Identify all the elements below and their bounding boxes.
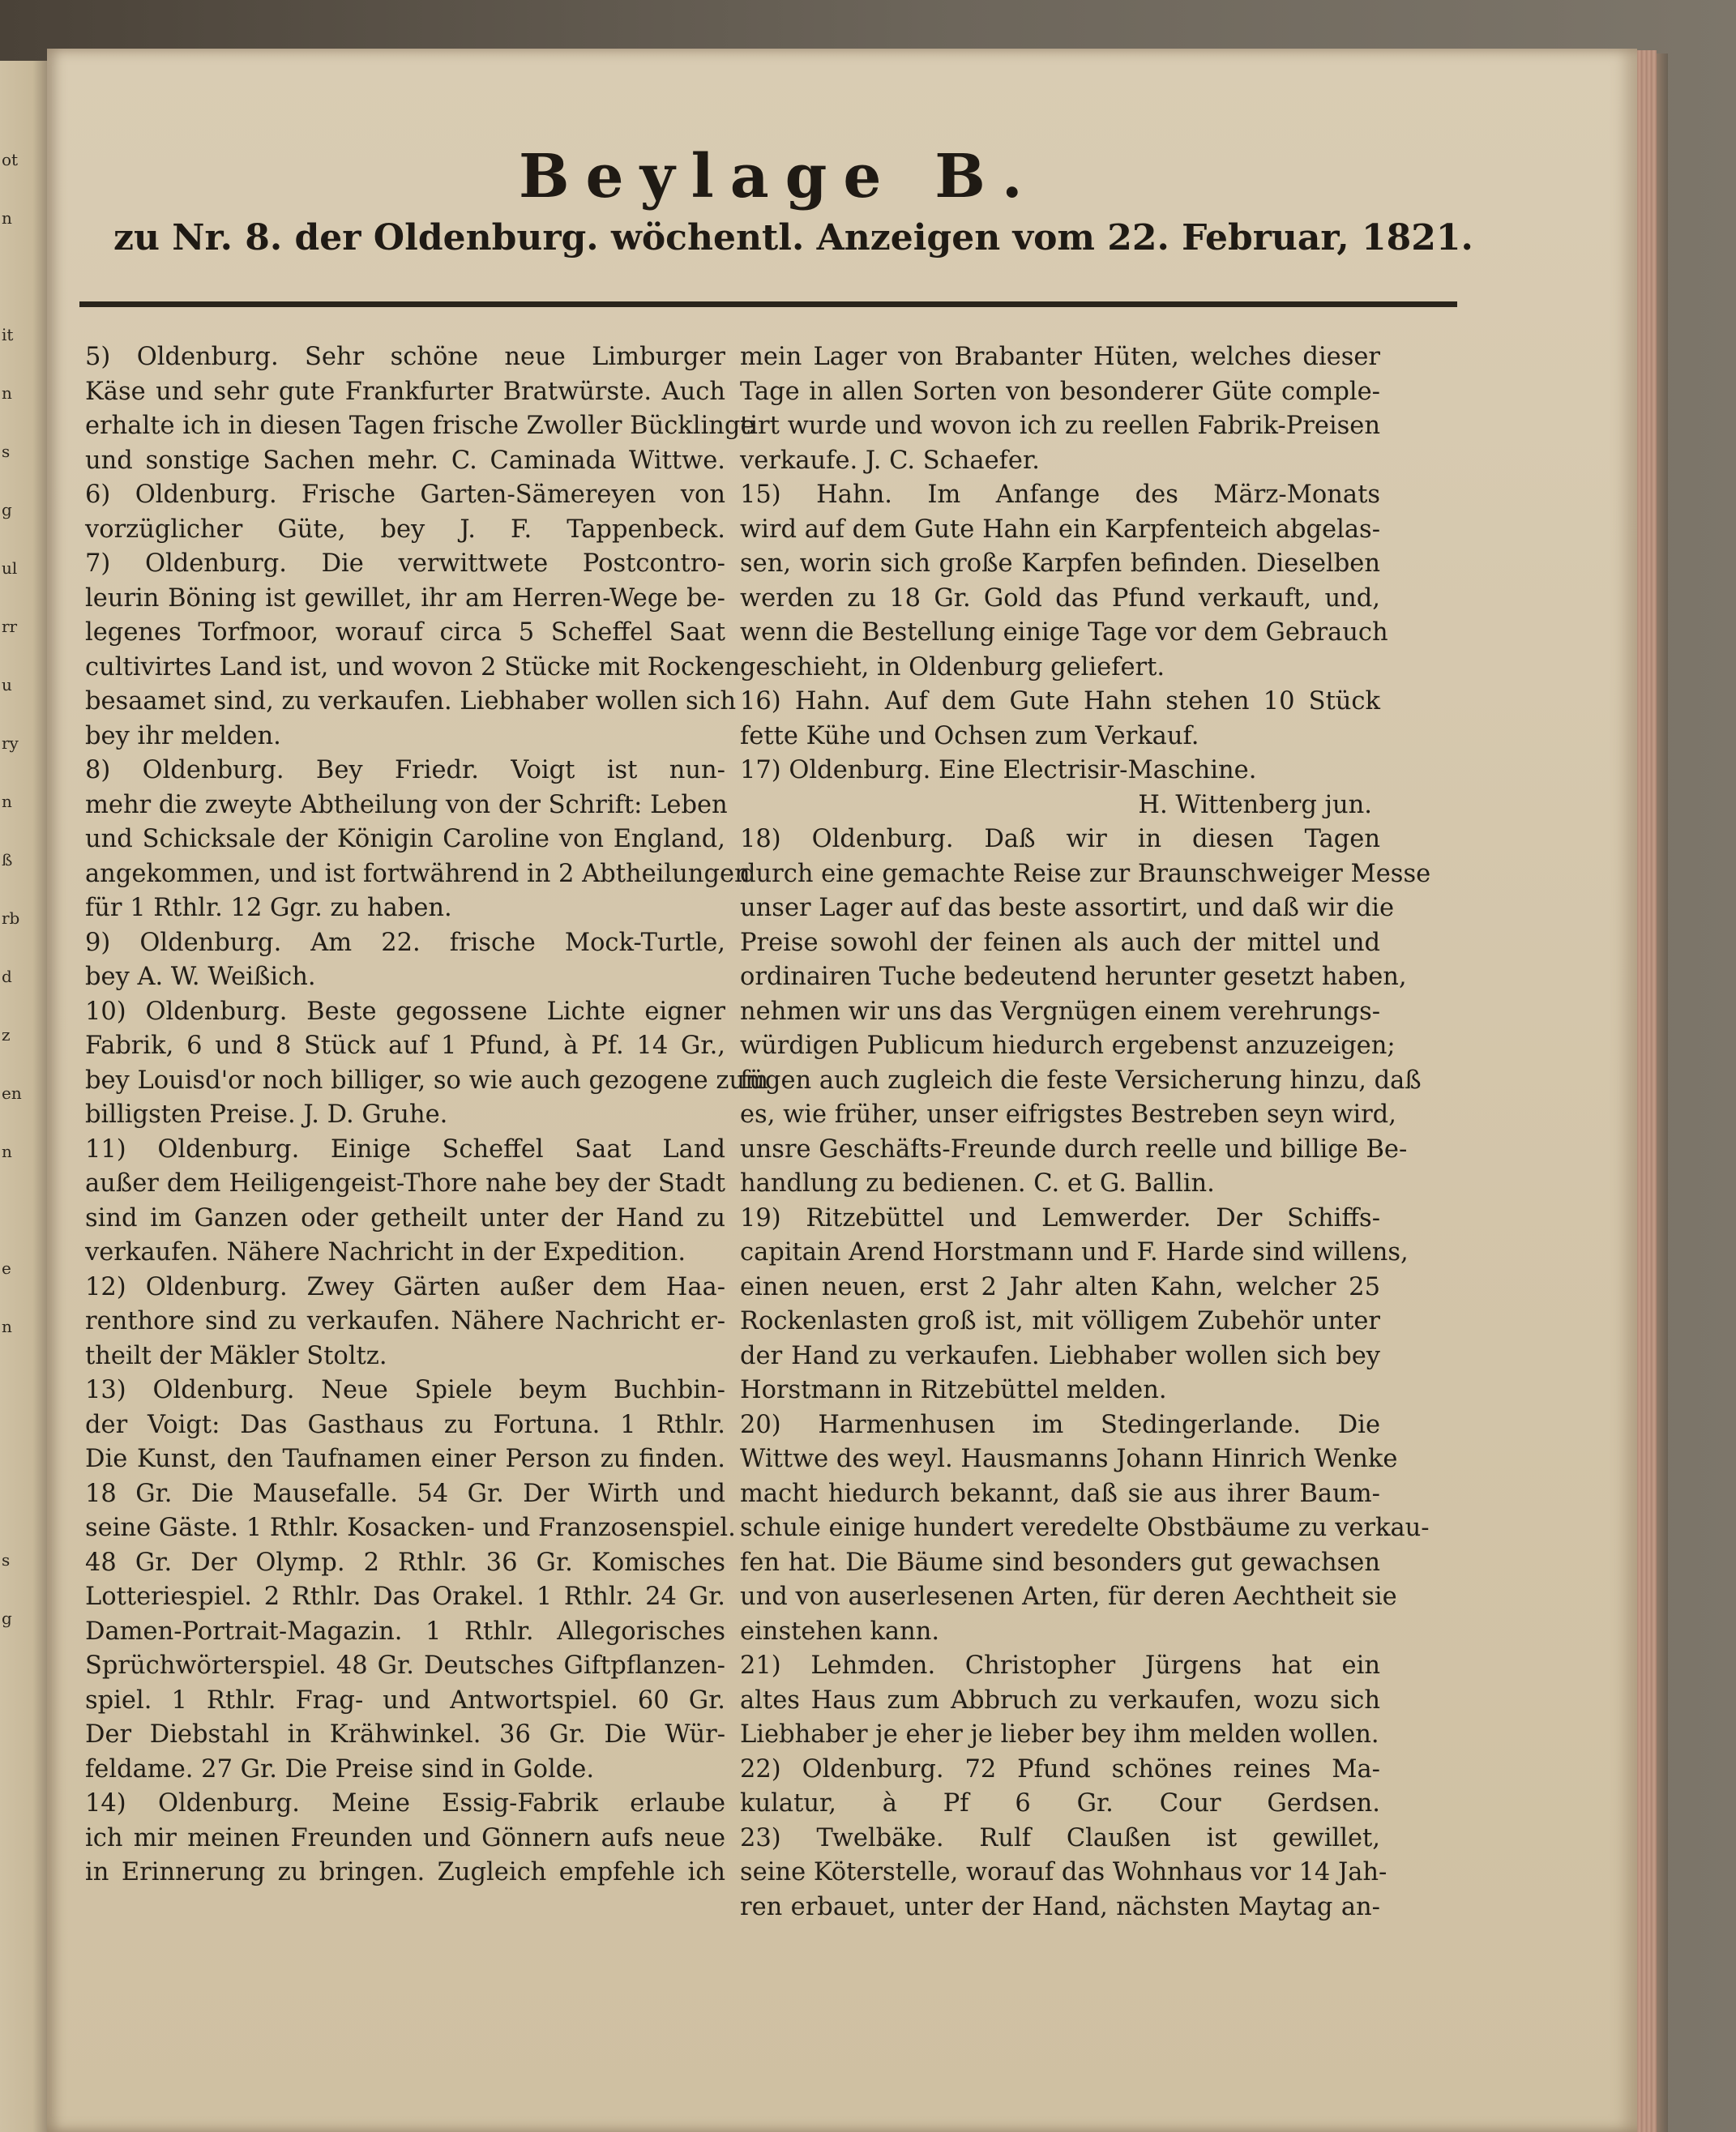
previous-page-fragment: z — [2, 1025, 11, 1045]
text-line: spiel. 1 Rthlr. Frag- und Antwortspiel. 60 Gr. — [85, 1686, 725, 1715]
previous-page-edge — [0, 61, 47, 2132]
left-column — [85, 340, 769, 1891]
text-line: mein Lager von Brabanter Hüten, welches dieser — [740, 343, 1380, 371]
text-line: verkaufen. Nähere Nachricht in der Expedition. — [85, 1238, 686, 1267]
text-line: 19) Ritzebüttel und Lemwerder. Der Schiffs- — [740, 1203, 1380, 1233]
text-line: 11) Oldenburg. Einige Scheffel Saat Land — [85, 1134, 725, 1164]
text-line: für 1 Rthlr. 12 Ggr. zu haben. — [85, 894, 452, 922]
text-line: Der Diebstahl in Krähwinkel. 36 Gr. Die Wür- — [85, 1720, 725, 1749]
text-line: billigsten Preise. J. D. Gruhe. — [85, 1100, 448, 1129]
text-line: unser Lager auf das beste assortirt, und daß wir die — [740, 894, 1395, 922]
text-line: fen hat. Die Bäume sind besonders gut gewachsen — [740, 1548, 1380, 1577]
text-line: 20) Harmenhusen im Stedingerlande. Die — [740, 1410, 1380, 1439]
text-line: Käse und sehr gute Frankfurter Bratwürste. Auch — [85, 377, 725, 406]
text-line: geschieht, in Oldenburg geliefert. — [740, 652, 1165, 681]
text-line: verkaufe. J. C. Schaefer. — [740, 446, 1040, 475]
text-line: 12) Oldenburg. Zwey Gärten außer dem Haa- — [85, 1272, 725, 1301]
previous-page-fragment: u — [2, 675, 12, 694]
previous-page-fragment: ul — [2, 558, 18, 578]
previous-page-fragment: s — [2, 1550, 11, 1570]
text-line: würdigen Publicum hiedurch ergebenst anzuzeigen; — [740, 1032, 1396, 1060]
previous-page-fragment: s — [2, 442, 11, 461]
text-line: H. Wittenberg jun. — [1138, 790, 1372, 819]
text-line: Fabrik, 6 und 8 Stück auf 1 Pfund, à Pf. 14 Gr., — [85, 1032, 725, 1060]
text-line: 5) Oldenburg. Sehr schöne neue Limburger — [85, 343, 725, 371]
text-line: 6) Oldenburg. Frische Garten-Sämereyen von — [85, 481, 725, 509]
text-line: Rockenlasten groß ist, mit völligem Zubehör unter — [740, 1307, 1380, 1335]
previous-page-fragment: rr — [2, 617, 18, 636]
previous-page-fragment: en — [2, 1083, 22, 1103]
text-line: mehr die zweyte Abtheilung von der Schrift: Leben — [85, 790, 728, 819]
text-line: erhalte ich in diesen Tagen frische Zwoller Bücklinge — [85, 412, 755, 440]
text-line: Die Kunst, den Taufnamen einer Person zu finden. — [85, 1445, 725, 1473]
text-line: 18 Gr. Die Mausefalle. 54 Gr. Der Wirth und — [85, 1479, 725, 1508]
text-line: ich mir meinen Freunden und Gönnern aufs neue — [85, 1823, 725, 1852]
text-line: 22) Oldenburg. 72 Pfund schönes reines Ma- — [740, 1754, 1380, 1784]
previous-page-fragment: ß — [2, 850, 13, 869]
text-line: 15) Hahn. Im Anfange des März-Monats — [740, 481, 1380, 509]
text-line: angekommen, und ist fortwährend in 2 Abtheilungen — [85, 859, 750, 888]
text-line: durch eine gemachte Reise zur Braunschweiger Messe — [740, 859, 1431, 888]
previous-page-fragment: it — [2, 325, 14, 344]
text-line: einstehen kann. — [740, 1617, 940, 1646]
text-line: 16) Hahn. Auf dem Gute Hahn stehen 10 Stück — [740, 687, 1380, 716]
text-line: 18) Oldenburg. Daß wir in diesen Tagen — [740, 825, 1380, 853]
text-line: 10) Oldenburg. Beste gegossene Lichte eigner — [85, 997, 725, 1026]
text-line: und von auserlesenen Arten, für deren Aechtheit sie — [740, 1583, 1397, 1611]
text-line: capitain Arend Horstmann und F. Harde sind willens, — [740, 1238, 1409, 1267]
page-stack-shadow — [1657, 53, 1668, 2132]
text-line: leurin Böning ist gewillet, ihr am Herren-Wege be- — [85, 583, 725, 613]
previous-page-fragment: n — [2, 792, 12, 811]
text-line: 17) Oldenburg. Eine Electrisir-Maschine. — [740, 756, 1257, 784]
text-line: bey A. W. Weißich. — [85, 963, 316, 991]
text-line: Lotteriespiel. 2 Rthlr. Das Orakel. 1 Rthlr. 24 Gr. — [85, 1583, 725, 1611]
text-line: Horstmann in Ritzebüttel melden. — [740, 1376, 1167, 1404]
text-line: kulatur, à Pf 6 Gr. Cour Gerdsen. — [740, 1789, 1380, 1818]
text-line: macht hiedurch bekannt, daß sie aus ihrer Baum- — [740, 1479, 1380, 1508]
text-line: theilt der Mäkler Stoltz. — [85, 1341, 387, 1370]
previous-page-fragment: e — [2, 1258, 11, 1278]
text-line: der Voigt: Das Gasthaus zu Fortuna. 1 Rthlr. — [85, 1410, 725, 1439]
text-line: vorzüglicher Güte, bey J. F. Tappenbeck. — [85, 515, 725, 544]
previous-page-fragment: ot — [2, 150, 19, 169]
text-line: Sprüchwörterspiel. 48 Gr. Deutsches Giftpflanzen- — [85, 1651, 725, 1680]
previous-page-fragment: d — [2, 967, 12, 986]
previous-page-fragment: ry — [2, 733, 19, 753]
text-line: wird auf dem Gute Hahn ein Karpfenteich abgelas- — [740, 515, 1380, 544]
text-line: altes Haus zum Abbruch zu verkaufen, wozu sich — [740, 1686, 1380, 1715]
text-line: tirt wurde und wovon ich zu reellen Fabrik-Preisen — [740, 412, 1380, 440]
text-line: 21) Lehmden. Christopher Jürgens hat ein — [740, 1651, 1380, 1680]
text-line: Wittwe des weyl. Hausmanns Johann Hinrich Wenke — [740, 1445, 1398, 1473]
previous-page-fragment: n — [2, 208, 12, 228]
text-line: seine Köterstelle, worauf das Wohnhaus vor 14 Jah- — [740, 1858, 1388, 1886]
text-line: 7) Oldenburg. Die verwittwete Postcontro- — [85, 549, 725, 578]
text-line: ordinairen Tuche bedeutend herunter gesetzt haben, — [740, 963, 1407, 991]
text-line: Liebhaber je eher je lieber bey ihm melden wollen. — [740, 1720, 1379, 1749]
page-stack-edge — [1637, 50, 1657, 2132]
header-rule — [79, 301, 1457, 307]
text-line: Preise sowohl der feinen als auch der mittel und — [740, 928, 1380, 957]
text-line: sind im Ganzen oder getheilt unter der Hand zu — [85, 1203, 725, 1233]
text-line: 14) Oldenburg. Meine Essig-Fabrik erlaube — [85, 1789, 725, 1818]
text-line: besaamet sind, zu verkaufen. Liebhaber wollen sich — [85, 687, 737, 716]
text-line: einen neuen, erst 2 Jahr alten Kahn, welcher 25 — [740, 1272, 1380, 1301]
text-line: 8) Oldenburg. Bey Friedr. Voigt ist nun- — [85, 756, 725, 784]
text-line: 48 Gr. Der Olymp. 2 Rthlr. 36 Gr. Komisches — [85, 1548, 725, 1577]
text-line: sen, worin sich große Karpfen befinden. Dieselben — [740, 549, 1380, 578]
text-line: wenn die Bestellung einige Tage vor dem Gebrauch — [740, 618, 1388, 647]
text-line: in Erinnerung zu bringen. Zugleich empfehle ich — [85, 1858, 725, 1886]
text-line: werden zu 18 Gr. Gold das Pfund verkauft, und, — [740, 583, 1380, 613]
previous-page-fragment: g — [2, 1609, 12, 1628]
text-line: nehmen wir uns das Vergnügen einem verehrungs- — [740, 997, 1381, 1026]
text-line: handlung zu bedienen. C. et G. Ballin. — [740, 1169, 1215, 1198]
text-line: es, wie früher, unser eifrigstes Bestreben seyn wird, — [740, 1100, 1396, 1129]
text-line: ren erbauet, unter der Hand, nächsten Maytag an- — [740, 1892, 1380, 1921]
text-line: fügen auch zugleich die feste Versicherung hinzu, daß — [740, 1066, 1422, 1095]
text-line: fette Kühe und Ochsen zum Verkauf. — [740, 721, 1199, 750]
text-line: feldame. 27 Gr. Die Preise sind in Golde. — [85, 1754, 595, 1784]
right-column — [740, 340, 1431, 1925]
text-line: der Hand zu verkaufen. Liebhaber wollen sich bey — [740, 1341, 1380, 1370]
text-line: Tage in allen Sorten von besonderer Güte comple- — [740, 377, 1380, 406]
previous-page-fragment: g — [2, 500, 12, 519]
issue-subtitle: zu Nr. 8. der Oldenburg. wöchentl. Anzeigen vom 22. Februar, 1821. — [113, 217, 1473, 258]
text-line: 9) Oldenburg. Am 22. frische Mock-Turtle, — [85, 928, 725, 957]
text-line: schule einige hundert veredelte Obstbäume zu verkau- — [740, 1514, 1430, 1542]
previous-page-fragment: n — [2, 1317, 12, 1336]
text-line: Damen-Portrait-Magazin. 1 Rthlr. Allegorisches — [85, 1617, 725, 1646]
text-line: bey ihr melden. — [85, 721, 281, 750]
previous-page-fragment: rb — [2, 908, 20, 928]
text-line: seine Gäste. 1 Rthlr. Kosacken- und Franzosenspiel. — [85, 1514, 736, 1542]
text-line: 13) Oldenburg. Neue Spiele beym Buchbin- — [85, 1376, 725, 1404]
text-line: und sonstige Sachen mehr. C. Caminada Wittwe. — [85, 446, 725, 475]
text-line: und Schicksale der Königin Caroline von England, — [85, 825, 725, 853]
text-line: unsre Geschäfts-Freunde durch reelle und billige Be- — [740, 1134, 1408, 1164]
previous-page-fragment: n — [2, 383, 12, 403]
supplement-title: Beylage B. — [519, 142, 1039, 211]
text-line: außer dem Heiligengeist-Thore nahe bey der Stadt — [85, 1169, 725, 1198]
text-line: legenes Torfmoor, worauf circa 5 Scheffel Saat — [85, 618, 725, 647]
text-line: 23) Twelbäke. Rulf Claußen ist gewillet, — [740, 1823, 1380, 1852]
text-line: renthore sind zu verkaufen. Nähere Nachricht er- — [85, 1307, 725, 1335]
text-line: bey Louisd'or noch billiger, so wie auch gezogene zum — [85, 1066, 769, 1095]
previous-page-fragment: n — [2, 1142, 12, 1161]
text-line: cultivirtes Land ist, und wovon 2 Stücke mit Rocken — [85, 652, 741, 681]
